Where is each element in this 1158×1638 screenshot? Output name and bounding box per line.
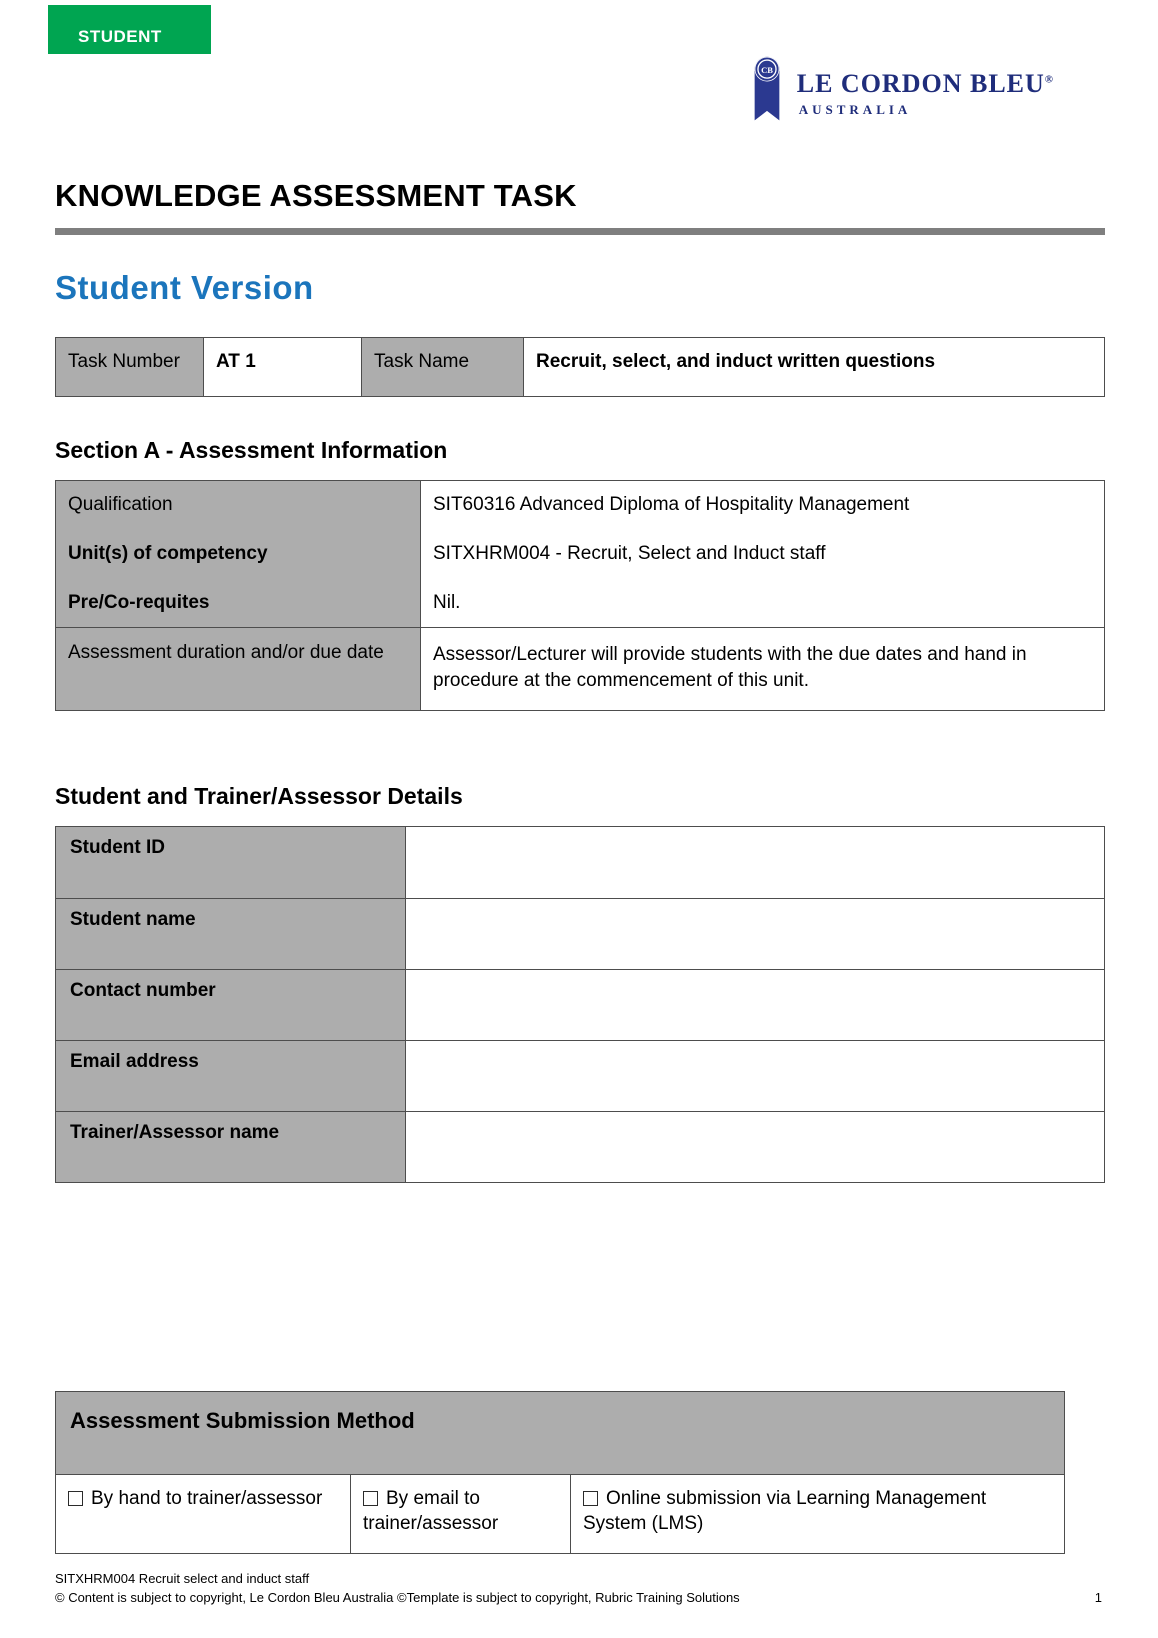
contact-number-label: Contact number bbox=[56, 970, 406, 1040]
student-id-input-cell[interactable] bbox=[406, 827, 1104, 898]
email-address-input-cell[interactable] bbox=[406, 1041, 1104, 1111]
email-address-label: Email address bbox=[56, 1041, 406, 1111]
page-subtitle: Student Version bbox=[55, 269, 314, 306]
submission-method-heading: Assessment Submission Method bbox=[56, 1392, 1064, 1474]
trainer-assessor-name-input-cell[interactable] bbox=[406, 1112, 1104, 1182]
duration-value: Assessor/Lecturer will provide students with the due dates and hand in procedure at the commencement of this unit. bbox=[433, 644, 1027, 692]
submission-option-by-hand bbox=[56, 1475, 351, 1552]
checkbox-online-lms[interactable] bbox=[583, 1491, 598, 1506]
unit-of-competency-value: SITXHRM004 - Recruit, Select and Induct staff bbox=[433, 543, 826, 564]
table-row bbox=[56, 1111, 1104, 1182]
contact-number-input-cell[interactable] bbox=[406, 970, 1104, 1040]
title-divider bbox=[55, 228, 1105, 235]
task-info-table bbox=[55, 337, 1105, 397]
task-name-value: Recruit, select, and induct written questions bbox=[536, 351, 936, 372]
page-footer bbox=[55, 1570, 1102, 1608]
table-row bbox=[56, 481, 1104, 627]
checkbox-by-hand[interactable] bbox=[68, 1491, 83, 1506]
submission-option-online bbox=[571, 1475, 1064, 1552]
qualification-value: SIT60316 Advanced Diploma of Hospitality Management bbox=[433, 494, 910, 515]
table-row bbox=[56, 1474, 1064, 1552]
student-name-label: Student name bbox=[56, 899, 406, 969]
unit-of-competency-label: Unit(s) of competency bbox=[68, 543, 268, 564]
details-heading: Student and Trainer/Assessor Details bbox=[55, 783, 463, 810]
task-number-label: Task Number bbox=[56, 338, 204, 396]
table-row bbox=[56, 1040, 1104, 1111]
le-cordon-bleu-logo bbox=[748, 55, 1054, 125]
student-id-label: Student ID bbox=[56, 827, 406, 898]
lcb-logo-title: LE CORDON BLEU® bbox=[796, 69, 1054, 98]
table-row bbox=[56, 969, 1104, 1040]
qualification-label: Qualification bbox=[68, 494, 173, 515]
duration-label: Assessment duration and/or due date bbox=[56, 628, 421, 710]
student-badge-label: STUDENT bbox=[78, 27, 162, 46]
page-number: 1 bbox=[1094, 1589, 1102, 1605]
info-values-cell bbox=[421, 481, 1104, 627]
lcb-ribbon-emblem-icon bbox=[748, 55, 786, 125]
lcb-logo-subtitle: AUSTRALIA bbox=[798, 102, 912, 117]
student-name-input-cell[interactable] bbox=[406, 899, 1104, 969]
lcb-logo-text bbox=[797, 55, 1054, 118]
section-a-heading: Section A - Assessment Information bbox=[55, 437, 448, 463]
submission-method-table bbox=[55, 1391, 1065, 1553]
registered-mark: ® bbox=[1044, 73, 1054, 86]
task-number-value: AT 1 bbox=[204, 338, 362, 396]
info-labels-cell bbox=[56, 481, 421, 627]
prerequisites-label: Pre/Co-requites bbox=[68, 592, 210, 613]
submission-option-by-email bbox=[351, 1475, 571, 1552]
footer-unit-line: SITXHRM004 Recruit select and induct staff bbox=[55, 1570, 310, 1586]
footer-copyright: © Content is subject to copyright, Le Cordon Bleu Australia ©Template is subject to copyright, Rubric Training Solutions bbox=[55, 1589, 740, 1605]
submission-option-label: Online submission via Learning Management System (LMS) bbox=[583, 1488, 987, 1535]
trainer-assessor-name-label: Trainer/Assessor name bbox=[56, 1112, 406, 1182]
table-row bbox=[56, 898, 1104, 969]
assessment-info-table bbox=[55, 480, 1105, 711]
svg-text:CB: CB bbox=[760, 64, 773, 75]
page-title: KNOWLEDGE ASSESSMENT TASK bbox=[55, 178, 577, 213]
table-row bbox=[56, 827, 1104, 898]
submission-option-label: By hand to trainer/assessor bbox=[91, 1488, 323, 1510]
table-row bbox=[56, 338, 1104, 396]
student-details-table bbox=[55, 826, 1105, 1183]
table-row bbox=[56, 627, 1104, 710]
checkbox-by-email[interactable] bbox=[363, 1491, 378, 1506]
submission-option-label: By email to trainer/assessor bbox=[363, 1488, 499, 1535]
prerequisites-value: Nil. bbox=[433, 592, 461, 613]
task-name-label: Task Name bbox=[362, 338, 524, 396]
student-badge bbox=[48, 5, 211, 54]
